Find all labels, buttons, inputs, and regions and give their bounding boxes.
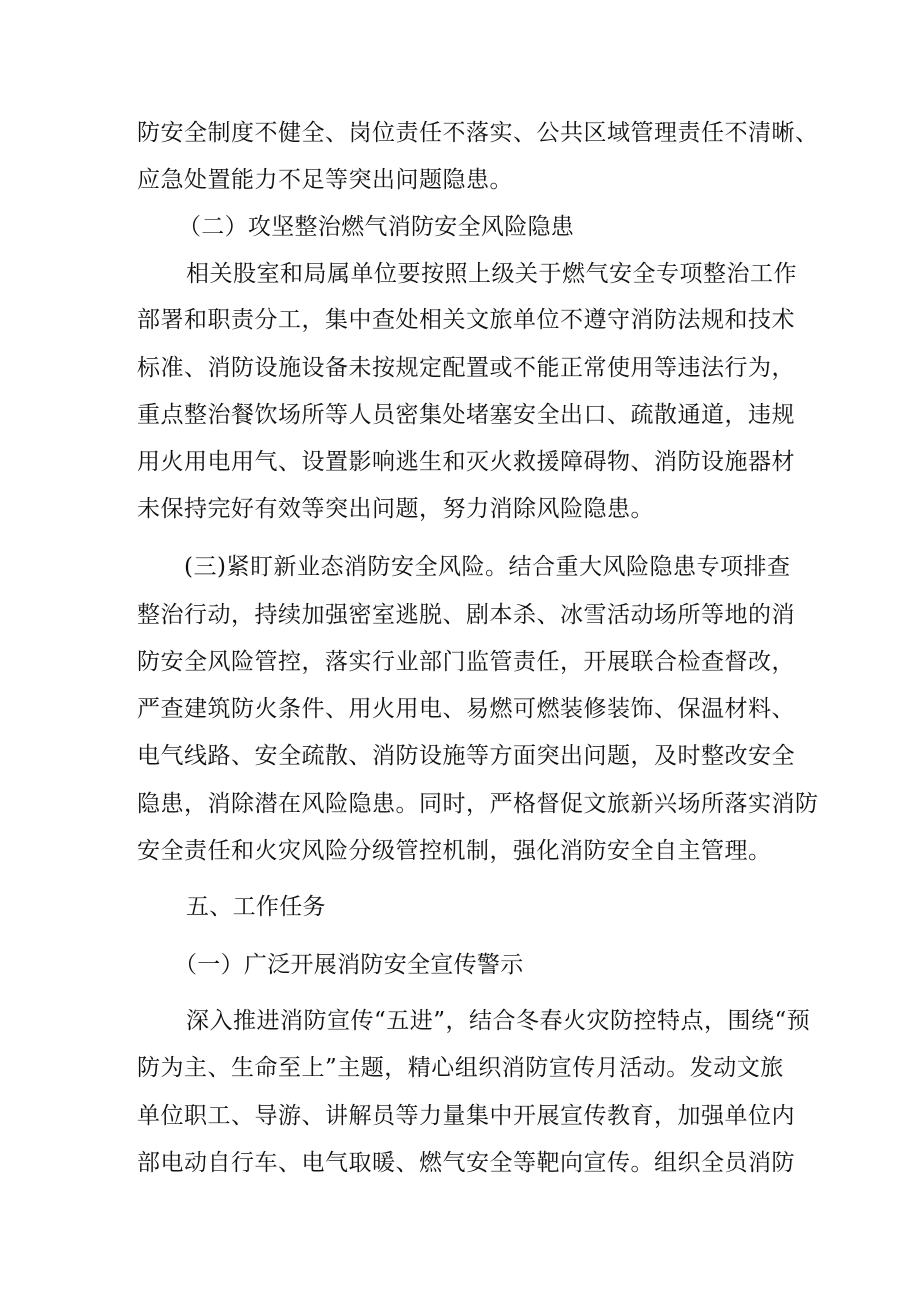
body-line: 部电动自行车、电气取暖、燃气安全等靶向宣传。组织全员消防 <box>137 1150 795 1176</box>
body-line: 隐患，消除潜在风险隐患。同时，严格督促文旅新兴场所落实消防 <box>137 791 819 817</box>
body-line: 防安全风险管控，落实行业部门监管责任，开展联合检查督改， <box>137 649 795 675</box>
body-line: (三)紧盯新业态消防安全风险。结合重大风险隐患专项排查 <box>184 554 791 580</box>
body-line: 严查建筑防火条件、用火用电、易燃可燃装修装饰、保温材料、 <box>137 696 795 722</box>
body-line: 重点整治餐饮场所等人员密集处堵塞安全出口、疏散通道，违规 <box>137 402 795 428</box>
body-line: 未保持完好有效等突出问题，努力消除风险隐患。 <box>137 496 654 522</box>
section-heading: 五、工作任务 <box>186 894 326 920</box>
body-line: 相关股室和局属单位要按照上级关于燃气安全专项整治工作 <box>186 261 797 287</box>
body-line: 标准、消防设施设备未按规定配置或不能正常使用等违法行为， <box>137 355 795 381</box>
body-line: 整治行动，持续加强密室逃脱、剧本杀、冰雪活动场所等地的消 <box>137 602 795 628</box>
body-line: 应急处置能力不足等突出问题隐患。 <box>137 167 513 193</box>
body-line: 电气线路、安全疏散、消防设施等方面突出问题，及时整改安全 <box>137 743 795 769</box>
body-line: 部署和职责分工，集中查处相关文旅单位不遵守消防法规和技术 <box>137 307 795 333</box>
body-line: 用火用电用气、设置影响逃生和灭火救援障碍物、消防设施器材 <box>137 449 795 475</box>
subsection-heading: （一）广泛开展消防安全宣传警示 <box>174 952 524 978</box>
body-line: 单位职工、导游、讲解员等力量集中开展宣传教育，加强单位内 <box>137 1103 795 1129</box>
subsection-heading: （二）攻坚整治燃气消防安全风险隐患 <box>178 214 575 240</box>
body-line: 深入推进消防宣传“五进”，结合冬春火灾防控特点，围绕“预 <box>186 1008 811 1034</box>
body-line: 防安全制度不健全、岗位责任不落实、公共区域管理责任不清晰、 <box>137 120 819 146</box>
body-line: 防为主、生命至上”主题，精心组织消防宣传月活动。发动文旅 <box>137 1055 784 1081</box>
body-line: 安全责任和火灾风险分级管控机制，强化消防安全自主管理。 <box>137 838 772 864</box>
